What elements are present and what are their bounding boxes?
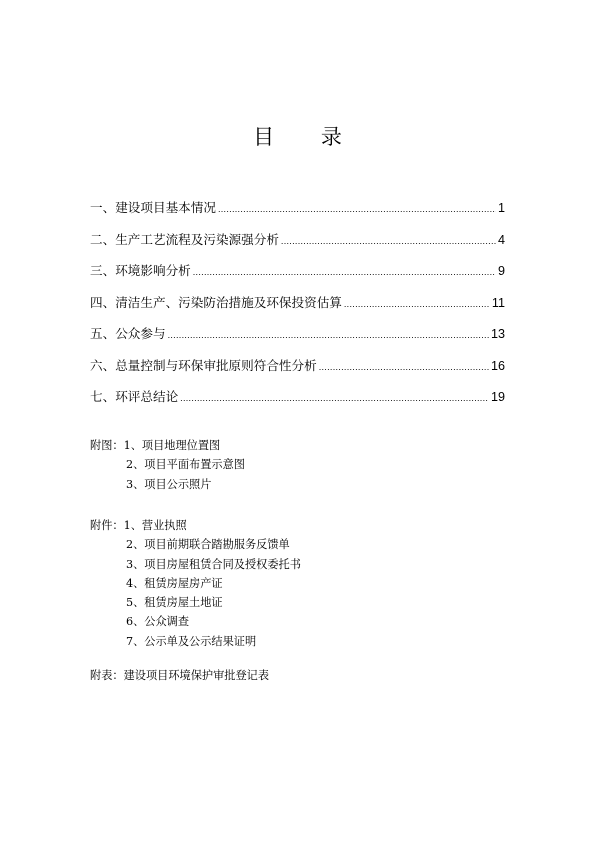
toc-entry[interactable] bbox=[90, 229, 505, 261]
toc-entry[interactable] bbox=[90, 386, 505, 418]
toc-leader-dots bbox=[168, 330, 489, 340]
list-item: 2、项目前期联合踏勘服务反馈单 bbox=[126, 538, 290, 552]
attachments-heading: 附件： bbox=[90, 519, 124, 532]
list-item: 3、项目房屋租赁合同及授权委托书 bbox=[126, 557, 301, 571]
list-item: 3、项目公示照片 bbox=[126, 477, 212, 491]
attachments-list bbox=[90, 516, 301, 651]
toc-entry-page: 16 bbox=[490, 358, 505, 373]
toc-leader-dots bbox=[180, 393, 489, 403]
toc-entry[interactable] bbox=[90, 197, 505, 229]
toc-entry-label: 六、总量控制与环保审批原则符合性分析 bbox=[90, 357, 317, 373]
list-item-text: 1、营业执照 bbox=[123, 519, 187, 532]
attached-tables-text: 附表：建设项目环境保护审批登记表 bbox=[90, 669, 270, 682]
toc-leader-dots bbox=[218, 204, 496, 214]
toc-entry-page: 19 bbox=[490, 390, 505, 404]
list-item: 4、租赁房屋房产证 bbox=[126, 576, 223, 590]
toc-leader-dots bbox=[344, 299, 490, 309]
toc-entry-label: 七、环评总结论 bbox=[90, 389, 179, 404]
toc-entry-page: 4 bbox=[497, 232, 505, 247]
list-item: 6、公众调查 bbox=[126, 615, 190, 629]
toc-entry-label: 二、生产工艺流程及污染源强分析 bbox=[90, 231, 279, 247]
list-item bbox=[90, 436, 245, 455]
list-item: 7、公示单及公示结果证明 bbox=[126, 634, 257, 648]
toc-entry[interactable] bbox=[90, 260, 505, 292]
attached-figures-heading: 附图： bbox=[90, 439, 124, 452]
toc-entry[interactable] bbox=[90, 292, 505, 324]
page-title: 目 录 bbox=[253, 125, 362, 149]
list-item: 2、项目平面布置示意图 bbox=[126, 458, 245, 472]
toc-entry-label: 四、清洁生产、污染防治措施及环保投资估算 bbox=[90, 294, 342, 310]
toc-entry-label: 一、建设项目基本情况 bbox=[90, 200, 216, 215]
toc-leader-dots bbox=[281, 236, 496, 246]
toc-entry-label: 五、公众参与 bbox=[90, 326, 166, 341]
toc-entry-page: 13 bbox=[490, 327, 505, 341]
toc-leader-dots bbox=[193, 267, 496, 277]
attached-figures-list bbox=[90, 436, 245, 494]
toc-entry-page: 9 bbox=[497, 264, 505, 278]
attached-tables bbox=[90, 666, 269, 685]
toc-entry-label: 三、环境影响分析 bbox=[90, 263, 191, 278]
toc-entry-page: 11 bbox=[491, 295, 505, 310]
toc-entry[interactable] bbox=[90, 355, 505, 387]
toc-leader-dots bbox=[319, 362, 489, 372]
toc-entry[interactable] bbox=[90, 323, 505, 355]
toc-entry-page: 1 bbox=[497, 201, 505, 215]
list-item-text: 1、项目地理位置图 bbox=[123, 439, 221, 452]
list-item: 5、租赁房屋土地证 bbox=[126, 596, 223, 610]
list-item bbox=[90, 516, 301, 535]
table-of-contents bbox=[90, 197, 505, 418]
